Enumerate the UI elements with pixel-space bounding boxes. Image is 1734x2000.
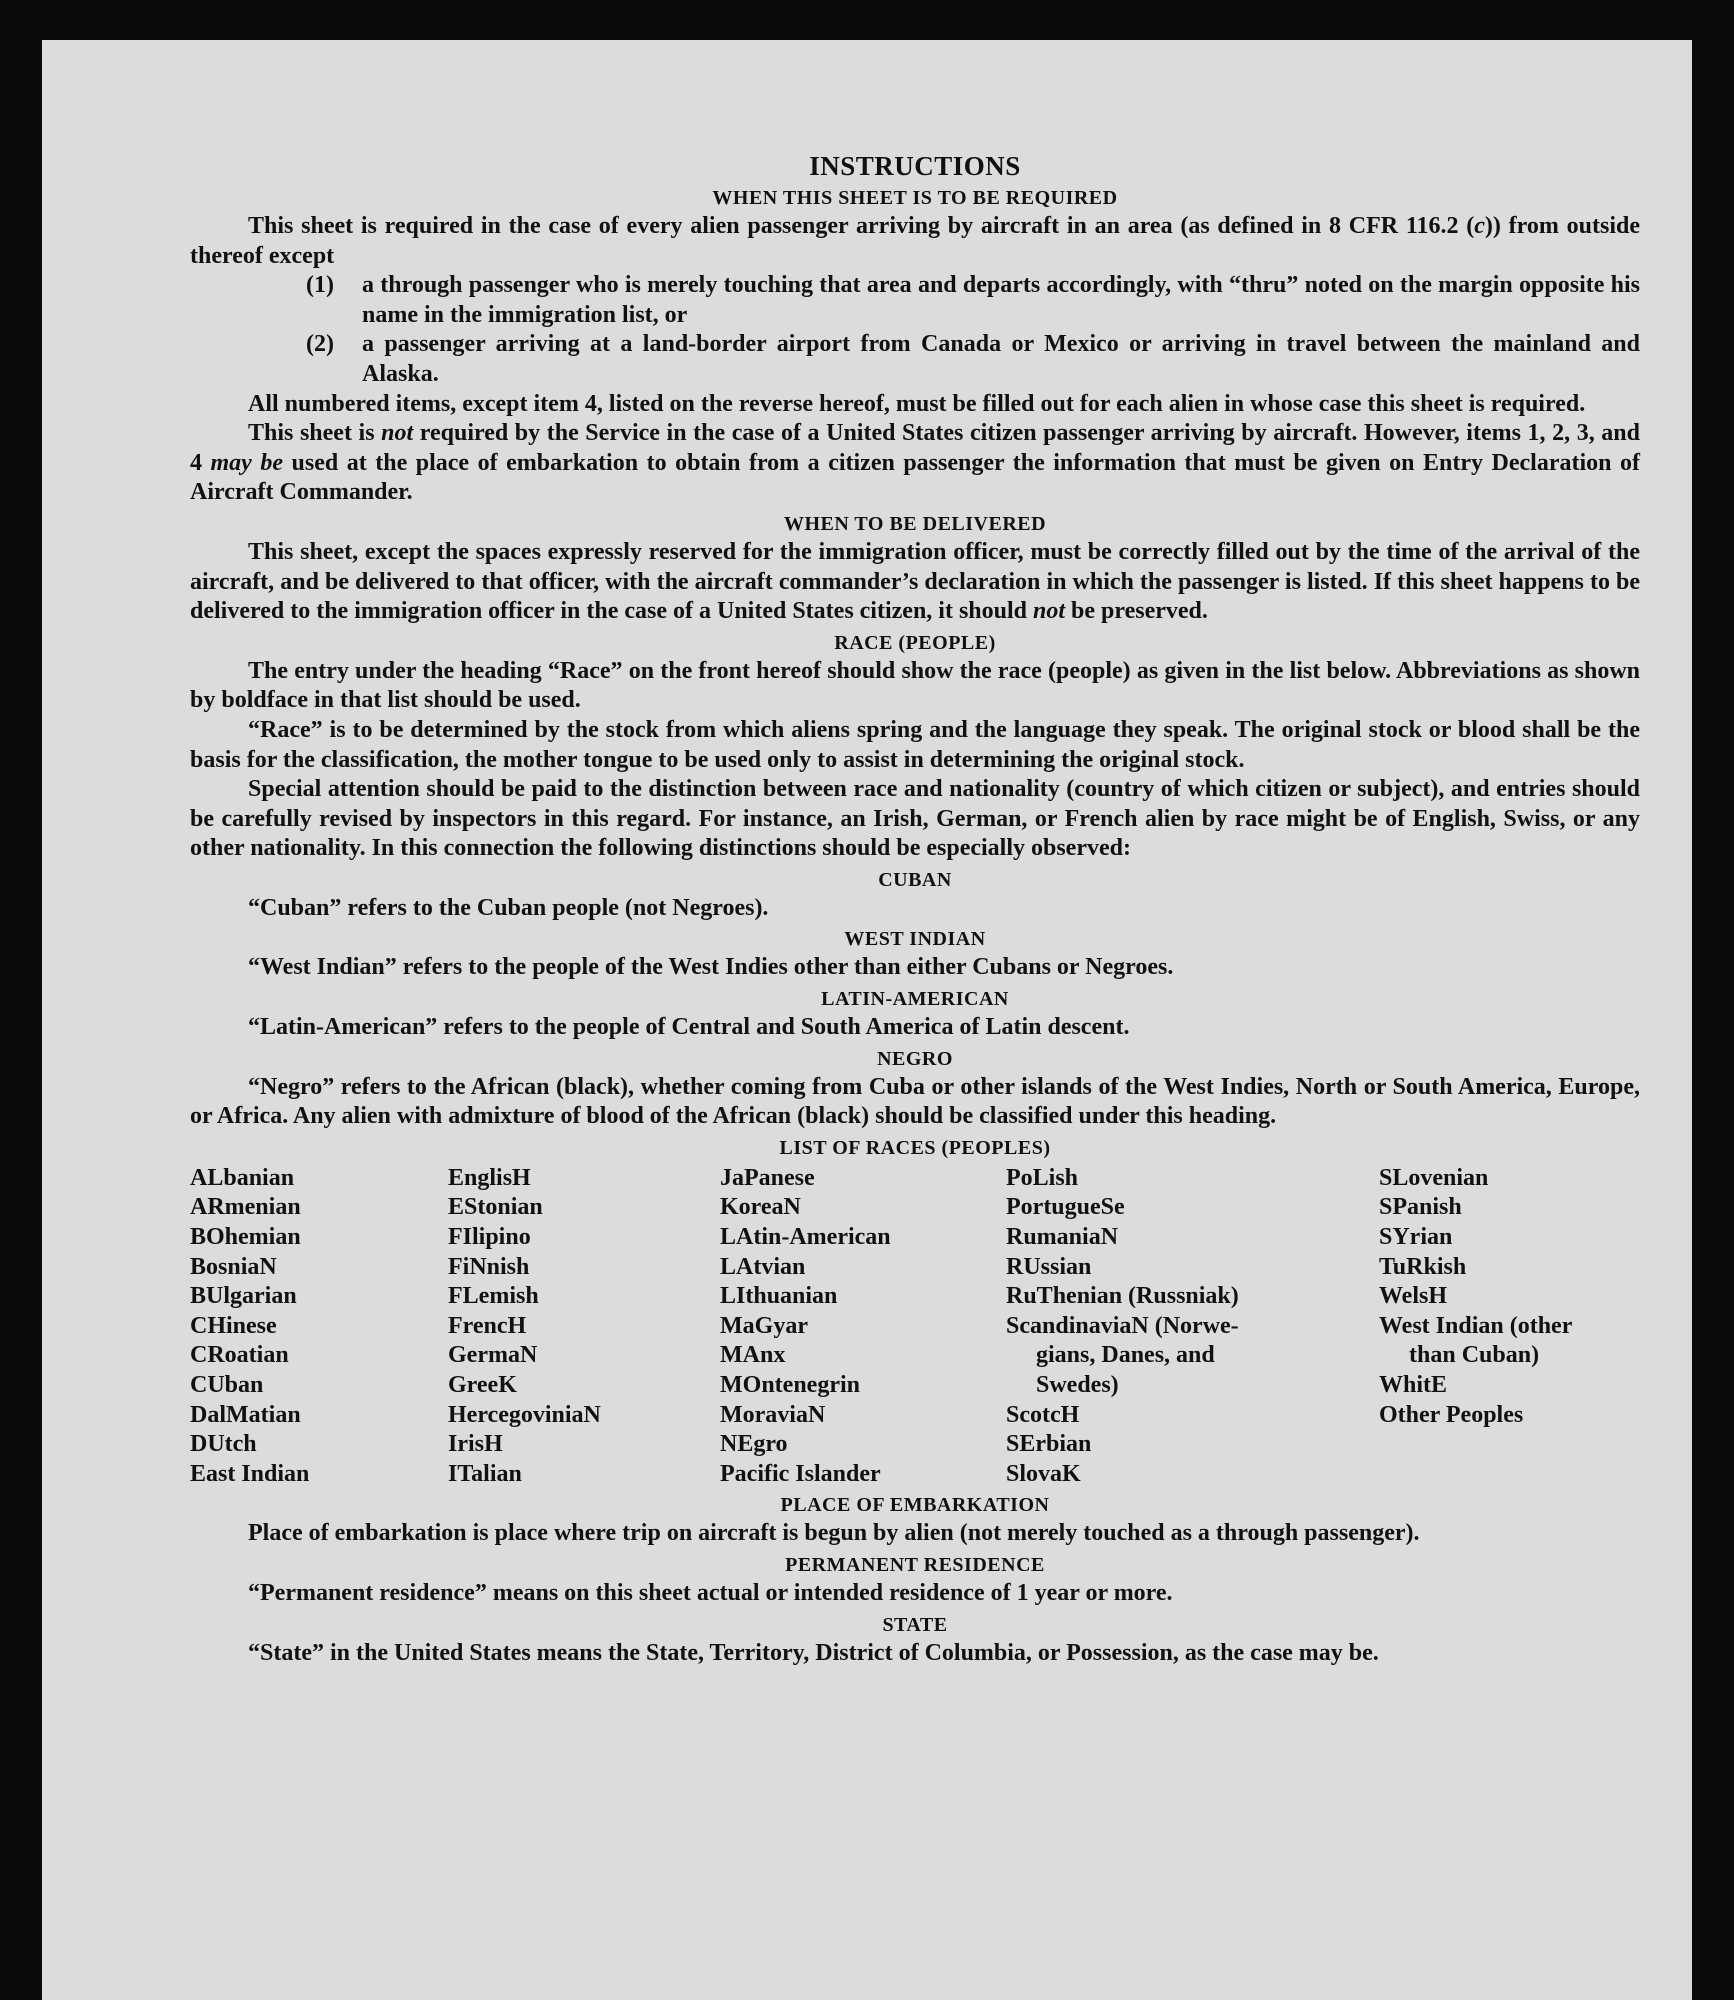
paragraph bbox=[190, 1639, 1640, 1669]
race-column bbox=[1006, 1164, 1379, 1490]
race-item: SLovenian bbox=[1379, 1164, 1489, 1191]
race-item: SlovaK bbox=[1006, 1460, 1081, 1487]
race-item: TuRkish bbox=[1379, 1253, 1467, 1280]
section-heading: RACE (PEOPLE) bbox=[834, 631, 996, 654]
race-item: LAtvian bbox=[720, 1253, 806, 1280]
numbered-item bbox=[306, 330, 1640, 389]
item-number: (1) bbox=[306, 272, 334, 299]
race-item: SErbian bbox=[1006, 1431, 1092, 1458]
section-heading: STATE bbox=[882, 1613, 948, 1636]
paragraph bbox=[190, 953, 1640, 983]
race-item: WhitE bbox=[1379, 1372, 1448, 1398]
item-text bbox=[362, 330, 1640, 389]
text-segment: )) from outside thereof except bbox=[190, 213, 1640, 269]
paragraph bbox=[190, 1013, 1640, 1043]
race-item: FrencH bbox=[448, 1312, 527, 1339]
race-item: Swedes) bbox=[1036, 1372, 1119, 1398]
text-segment: “Latin-American” refers to the people of Central and South America of Latin descent. bbox=[248, 1014, 1130, 1041]
text-segment: “West Indian” refers to the people of the West Indies other than either Cubans or Negroes. bbox=[248, 954, 1174, 981]
paragraph bbox=[190, 419, 1640, 508]
text-segment: All numbered items, except item 4, listed on the reverse hereof, must be filled out for each alien in whose case this sheet is required. bbox=[248, 390, 1586, 417]
race-item: gians, Danes, and bbox=[1036, 1342, 1215, 1369]
race-item: East Indian bbox=[190, 1460, 310, 1487]
race-item: RUssian bbox=[1006, 1253, 1092, 1280]
race-column bbox=[190, 1164, 448, 1490]
paragraph bbox=[190, 894, 1640, 924]
document-page bbox=[42, 40, 1692, 2000]
race-item: GreeK bbox=[448, 1372, 517, 1398]
race-item: RuThenian (Russniak) bbox=[1006, 1283, 1239, 1310]
text-segment: used at the place of embarkation to obtain from a citizen passenger the information that must be given on Entry Declaration of Aircraft Commander. bbox=[190, 449, 1640, 506]
race-item: MaGyar bbox=[720, 1312, 808, 1339]
text-segment: required by the Service in the case of a United States citizen passenger arriving by aircraft. However, items 1, 2, 3, and 4 bbox=[190, 420, 1640, 476]
item-number: (2) bbox=[306, 331, 334, 358]
race-item: GermaN bbox=[448, 1342, 538, 1369]
race-item: SYrian bbox=[1379, 1224, 1453, 1251]
instructions-content bbox=[190, 150, 1640, 1668]
text-segment: Place of embarkation is place where trip on aircraft is begun by alien (not merely touched as a through passenger). bbox=[248, 1520, 1420, 1547]
race-column bbox=[720, 1164, 1006, 1490]
text-segment: “State” in the United States means the State, Territory, District of Columbia, or Possession, as the case may be. bbox=[248, 1639, 1379, 1666]
section-heading: WHEN TO BE DELIVERED bbox=[783, 512, 1047, 535]
paragraph bbox=[190, 538, 1640, 627]
race-item: PoLish bbox=[1006, 1164, 1079, 1191]
race-item: CHinese bbox=[190, 1312, 277, 1339]
text-segment: not bbox=[1033, 598, 1066, 625]
race-item: ScotcH bbox=[1006, 1401, 1080, 1428]
text-segment: Special attention should be paid to the distinction between race and nationality (country of which citizen or subject), and entries should be carefully revised by inspectors in this regard. For instance, an Irish, German, or French alien by race might be of English, Swiss, or any other nationality. In this connection the following distinctions should be especially observed: bbox=[190, 776, 1640, 862]
race-item: WelsH bbox=[1379, 1283, 1448, 1310]
text-segment: “Permanent residence” means on this sheet actual or intended residence of 1 year or more. bbox=[248, 1579, 1173, 1606]
race-item: LAtin-American bbox=[720, 1224, 891, 1251]
text-segment: not bbox=[381, 420, 414, 447]
race-item: EStonian bbox=[448, 1194, 543, 1221]
race-item: PortugueSe bbox=[1006, 1194, 1125, 1221]
race-item: HercegoviniaN bbox=[448, 1401, 601, 1428]
paragraph bbox=[190, 390, 1640, 420]
race-item: LIthuanian bbox=[720, 1283, 838, 1310]
race-item: ARmenian bbox=[190, 1194, 301, 1221]
race-item: SPanish bbox=[1379, 1194, 1462, 1221]
race-item: MoraviaN bbox=[720, 1401, 826, 1428]
section-heading: WEST INDIAN bbox=[844, 928, 986, 951]
paragraph bbox=[190, 657, 1640, 716]
paragraph bbox=[190, 775, 1640, 864]
race-item: MAnx bbox=[720, 1342, 786, 1369]
text-segment: The entry under the heading “Race” on the front hereof should show the race (people) as given in the list below. Abbreviations as shown by boldface in that list should be used. bbox=[190, 657, 1640, 714]
race-item: MOntenegrin bbox=[720, 1372, 860, 1398]
page-title: INSTRUCTIONS bbox=[809, 151, 1021, 181]
race-item: KoreaN bbox=[720, 1194, 801, 1221]
race-item: FIlipino bbox=[448, 1224, 531, 1251]
race-item: BosniaN bbox=[190, 1253, 277, 1280]
section-heading: LATIN-AMERICAN bbox=[821, 988, 1009, 1011]
race-item: ScandinaviaN (Norwe- bbox=[1006, 1312, 1239, 1339]
race-item: DUtch bbox=[190, 1431, 257, 1458]
race-item: BOhemian bbox=[190, 1224, 301, 1251]
race-item: JaPanese bbox=[720, 1164, 815, 1191]
race-item: ITalian bbox=[448, 1460, 522, 1487]
text-segment: be preserved. bbox=[1065, 598, 1208, 625]
paragraph bbox=[190, 1519, 1640, 1549]
text-segment: “Negro” refers to the African (black), whether coming from Cuba or other islands of the West Indies, North or South America, Europe, or Africa. Any alien with admixture of blood of the African (black) should be classified under this heading. bbox=[190, 1073, 1640, 1130]
race-item: BUlgarian bbox=[190, 1283, 297, 1310]
paragraph bbox=[190, 716, 1640, 775]
paragraph bbox=[190, 212, 1640, 271]
item-text bbox=[362, 271, 1640, 330]
section-heading: PLACE OF EMBARKATION bbox=[780, 1494, 1050, 1517]
numbered-item bbox=[306, 271, 1640, 330]
race-item: than Cuban) bbox=[1409, 1342, 1540, 1369]
section-heading: NEGRO bbox=[877, 1047, 953, 1070]
race-item: FLemish bbox=[448, 1283, 539, 1310]
race-item: Pacific Islander bbox=[720, 1460, 881, 1487]
section-heading: LIST OF RACES (PEOPLES) bbox=[779, 1136, 1051, 1159]
text-segment: This sheet, except the spaces expressly reserved for the immigration officer, must be correctly filled out by the time of the arrival of the aircraft, and be delivered to that officer, with the aircraft commander’s declaration in which the passenger is listed. If this sheet happens to be delivered to the immigration officer in the case of a United States citizen, it should bbox=[190, 538, 1640, 625]
race-item: Other Peoples bbox=[1379, 1401, 1524, 1428]
text-segment: “Race” is to be determined by the stock from which aliens spring and the language they speak. The original stock or blood shall be the basis for the classification, the mother tongue to be used only to assist in determining the original stock. bbox=[190, 716, 1640, 773]
paragraph bbox=[190, 1073, 1640, 1132]
text-segment: “Cuban” refers to the Cuban people (not Negroes). bbox=[248, 894, 769, 921]
text-segment: c bbox=[1474, 213, 1485, 239]
race-item: ALbanian bbox=[190, 1164, 295, 1191]
race-item: DalMatian bbox=[190, 1401, 301, 1428]
section-heading: CUBAN bbox=[878, 868, 952, 891]
race-item: West Indian (other bbox=[1379, 1312, 1573, 1339]
paragraph bbox=[190, 1579, 1640, 1609]
text-segment: This sheet is required in the case of every alien passenger arriving by aircraft in an area (as defined in 8 CFR 116.2 ( bbox=[248, 213, 1475, 239]
text-segment: a passenger arriving at a land-border airport from Canada or Mexico or arriving in travel between the mainland and Alaska. bbox=[362, 331, 1640, 387]
race-item: NEgro bbox=[720, 1431, 788, 1458]
race-item: RumaniaN bbox=[1006, 1224, 1119, 1251]
text-segment: This sheet is bbox=[248, 420, 382, 447]
race-column bbox=[448, 1164, 720, 1490]
race-list bbox=[190, 1164, 1640, 1490]
race-item: IrisH bbox=[448, 1431, 503, 1458]
race-item: CRoatian bbox=[190, 1342, 289, 1369]
race-item: FiNnish bbox=[448, 1253, 530, 1280]
text-segment: may be bbox=[210, 449, 284, 476]
race-item: CUban bbox=[190, 1372, 264, 1398]
text-segment: a through passenger who is merely touching that area and departs accordingly, with “thru” noted on the margin opposite his name in the immigration list, or bbox=[362, 272, 1640, 328]
section-heading: PERMANENT RESIDENCE bbox=[785, 1553, 1045, 1576]
section-heading: WHEN THIS SHEET IS TO BE REQUIRED bbox=[712, 187, 1118, 209]
race-column bbox=[1379, 1164, 1639, 1490]
race-item: EnglisH bbox=[448, 1164, 531, 1191]
